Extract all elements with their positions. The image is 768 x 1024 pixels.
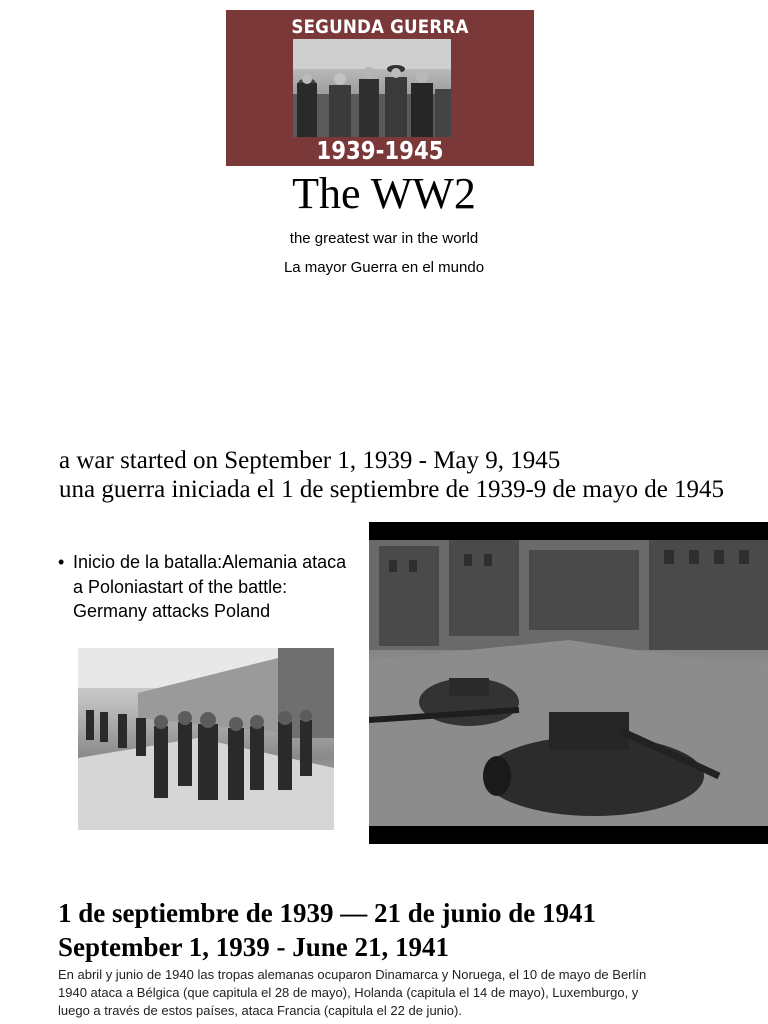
tanks-street-photo [369,522,768,844]
bullet-item [58,550,348,624]
prisoners-march-photo [78,648,334,830]
dates-heading-english: September 1, 1939 - June 21, 1941 [58,932,449,962]
officers-group-image [293,39,451,137]
war-dates-english: a war started on September 1, 1939 - May 9, 1945 [59,447,561,474]
subtitle-english: the greatest war in the world [289,230,479,247]
tanks-photo-inner [369,540,768,826]
dates-heading [58,896,768,964]
banner-title: SEGUNDA GUERRA [291,16,469,38]
page-title: The WW2 [292,169,476,218]
history-paragraph: En abril y junio de 1940 las tropas alemanas ocuparon Dinamarca y Noruega, el 10 de mayo de Berlín 1940 ataca a Bélgica (que capitula el 28 de mayo), Holanda (capitula el 14 de mayo), Luxemburgo, y luego a través de estos países, ataca Francia (capitula el 22 de junio). [58,967,647,1018]
war-dates-spanish: una guerra iniciada el 1 de septiembre de 1939-9 de mayo de 1945 [59,476,725,503]
banner-photo [293,39,451,137]
banner-years: 1939-1945 [316,136,444,165]
dates-heading-spanish: 1 de septiembre de 1939 — 21 de junio de 1941 [58,898,596,928]
bullet-icon: • [58,552,65,572]
tanks-city-image [369,540,768,826]
marching-soldiers-image [78,648,334,830]
ww2-banner [226,10,534,166]
bullet-text: Inicio de la batalla:Alemania ataca a Poloniastart of the battle: Germany attacks Poland [73,552,347,621]
war-dates-text [59,446,759,504]
subtitle-spanish: La mayor Guerra en el mundo [283,259,485,276]
